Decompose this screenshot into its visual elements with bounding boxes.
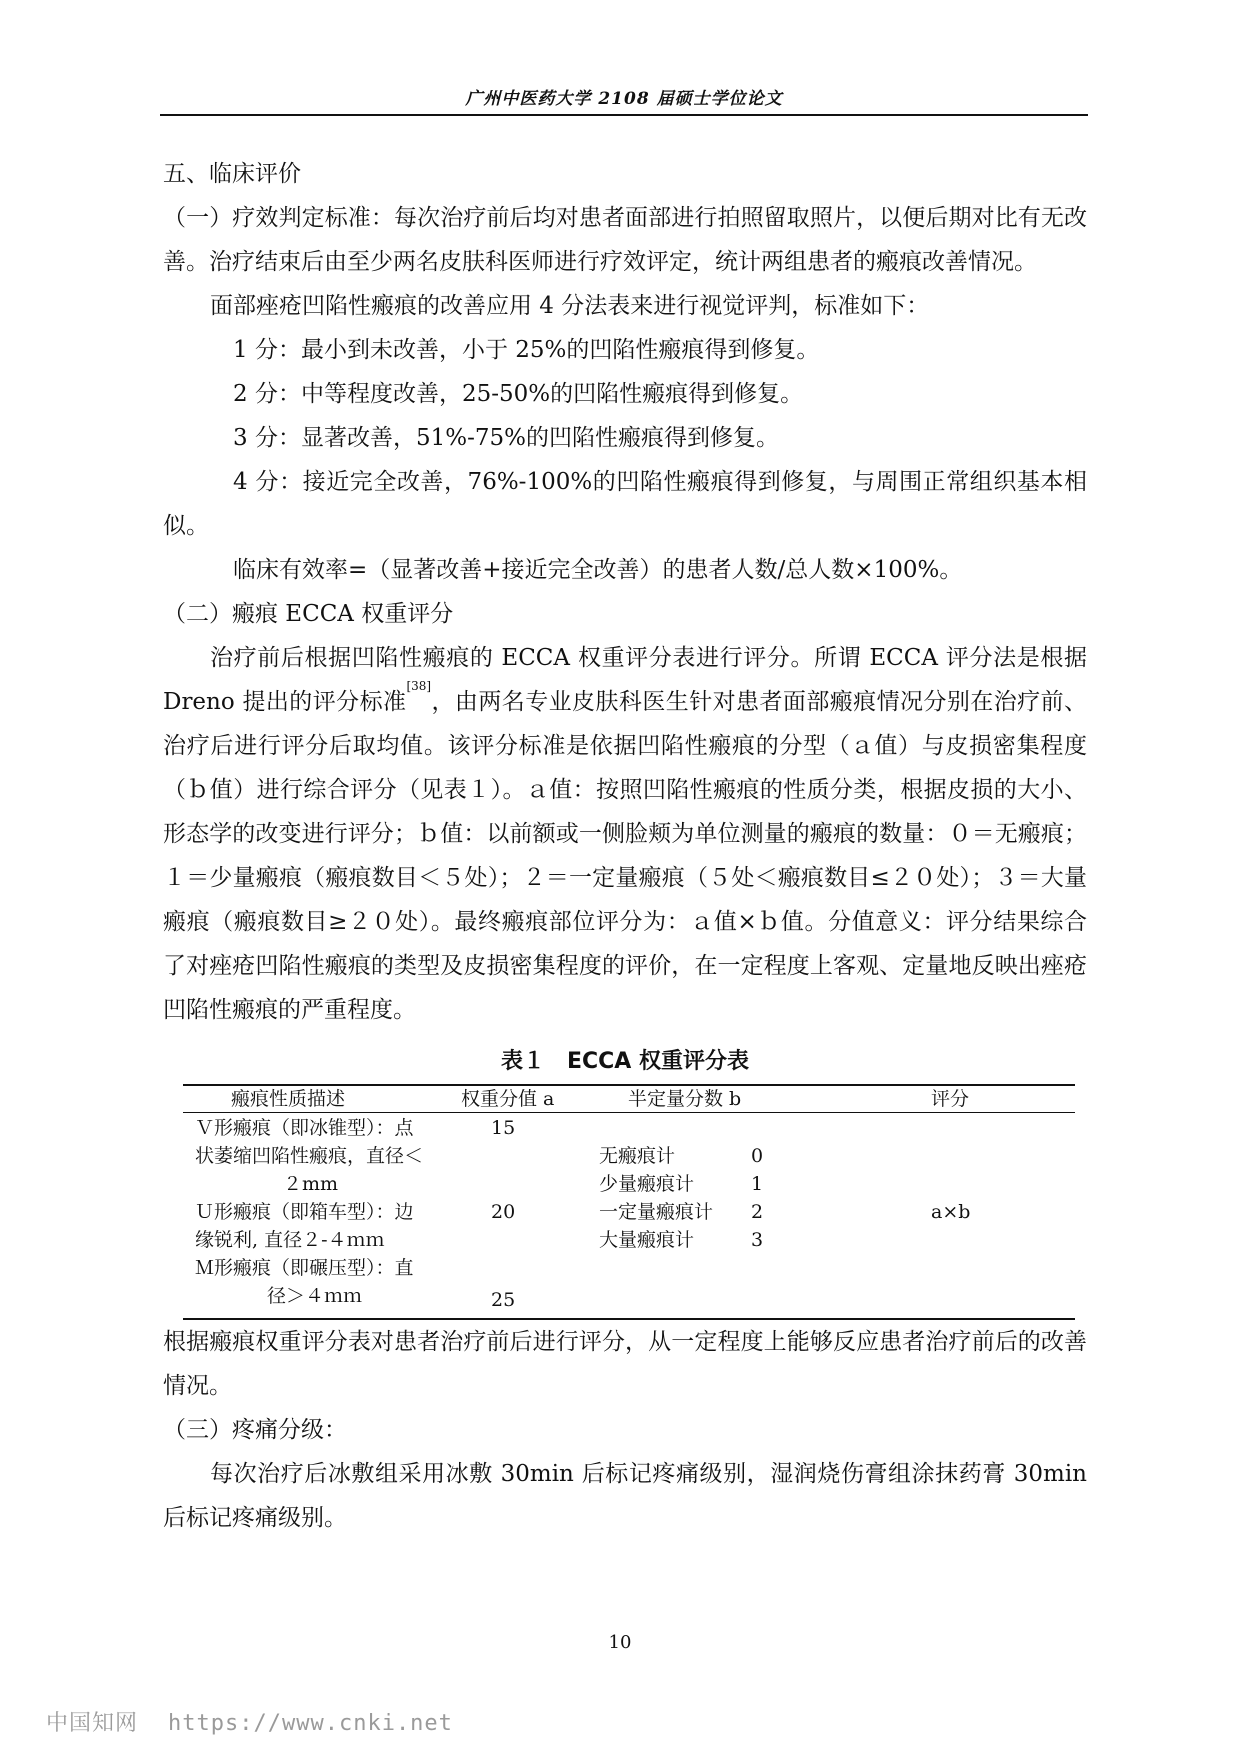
table-header-row: [183, 1086, 1075, 1113]
paragraph-ecca: [163, 636, 1087, 1032]
subheading-1: （一）疗效判定标准：: [163, 205, 395, 231]
paragraph-efficacy-criteria: [163, 196, 1087, 284]
table-header-score: 评分: [931, 1088, 970, 1110]
scale-item-1: 1 分：最小到未改善，小于 25%的凹陷性瘢痕得到修复。: [233, 337, 820, 363]
scale-item-2: 2 分：中等程度改善，25-50%的凹陷性瘢痕得到修复。: [233, 381, 804, 407]
table-b-label: 一定量瘢痕计: [599, 1201, 714, 1223]
table-weight: 15: [491, 1117, 516, 1139]
table-b-value: 2: [751, 1201, 764, 1223]
ecca-table: [183, 1084, 1075, 1320]
scale-item-3: 3 分：显著改善，51%-75%的凹陷性瘢痕得到修复。: [233, 425, 779, 451]
page-number: 10: [608, 1632, 632, 1653]
table-desc-line: Ｍ形瘢痕（即碾压型）：直: [195, 1257, 414, 1279]
table-header-weight: 权重分值 a: [461, 1088, 555, 1110]
subheading-2: （二）瘢痕 ECCA 权重评分: [163, 601, 454, 627]
section-heading: 五、临床评价: [163, 161, 301, 187]
table-desc-line: ２mm: [283, 1173, 339, 1195]
subheading-3: （三）疼痛分级：: [163, 1417, 347, 1443]
scale-intro: 面部痤疮凹陷性瘢痕的改善应用 4 分法表来进行视觉评判，标准如下：: [210, 293, 930, 319]
table-b-label: 无瘢痕计: [599, 1145, 676, 1167]
table-desc-line: Ｕ形瘢痕（即箱车型）：边: [195, 1201, 414, 1223]
watermark: [46, 1706, 453, 1737]
table-desc-line: 径＞４ｍｍ: [267, 1285, 363, 1307]
table-b-label: 少量瘢痕计: [599, 1173, 695, 1195]
table-desc-line: 状萎缩凹陷性瘢痕，直径＜: [195, 1145, 424, 1167]
scale-item-4: 4 分：接近完全改善，76%-100%的凹陷性瘢痕得到修复，与周围正常组织基本相似。: [163, 469, 1087, 539]
table-header-desc: 瘢痕性质描述: [231, 1088, 346, 1110]
table-desc-line: 缘锐利, 直径２-４ｍｍ: [195, 1229, 385, 1251]
text-2a: 治疗前后根据凹陷性瘢痕的 ECCA 权重评分表进行评分。所谓 ECCA 评分法是根据 Dreno 提出的评分标准: [163, 645, 1087, 715]
page-body: [163, 152, 1087, 1540]
citation-ref[interactable]: [38]: [406, 679, 432, 693]
text-2b: ，由两名专业皮肤科医生针对患者面部瘢痕情况分别在治疗前、治疗后进行评分后取均值。该评分标准是依据凹陷性瘢痕的分型（ａ值）与皮损密集程度（ｂ值）进行综合评分（见表１）。ａ值：按照凹陷性瘢痕的性质分类，根据皮损的大小、形态学的改变进行评分；ｂ值：以前额或一侧脸颊为单位测量的瘢痕的数量：０＝无瘢痕；１＝少量瘢痕（瘢痕数目＜５处）；２＝一定量瘢痕（５处＜瘢痕数目≤２０处）；３＝大量瘢痕（瘢痕数目≥２０处）。最终瘢痕部位评分为：ａ值×ｂ值。分值意义：评分结果综合了对痤疮凹陷性瘢痕的类型及皮损密集程度的评价，在一定程度上客观、定量地反映出痤疮凹陷性瘢痕的严重程度。: [163, 689, 1087, 1023]
paragraph-pain: 每次治疗后冰敷组采用冰敷 30min 后标记疼痛级别，湿润烧伤膏组涂抹药膏 30min 后标记疼痛级别。: [163, 1461, 1087, 1531]
table-b-label: 大量瘢痕计: [599, 1229, 695, 1251]
table-b-value: 3: [751, 1229, 764, 1251]
table-desc-line: Ｖ形瘢痕（即冰锥型）：点: [195, 1117, 414, 1139]
table-header-b: 半定量分数 b: [628, 1088, 742, 1110]
table-b-value: 0: [751, 1145, 764, 1167]
watermark-url[interactable]: https://www.cnki.net: [168, 1711, 453, 1736]
table-b-value: 1: [751, 1173, 764, 1195]
header-rule: [160, 114, 1088, 116]
running-header: 广州中医药大学 2108 届硕士学位论文: [465, 89, 783, 109]
watermark-brand: 中国知网: [46, 1711, 139, 1736]
table-caption: 表１ ECCA 权重评分表: [500, 1049, 749, 1074]
table-weight: 20: [491, 1201, 516, 1223]
table-score: a×b: [931, 1201, 971, 1223]
paragraph-after-table: 根据瘢痕权重评分表对患者治疗前后进行评分，从一定程度上能够反应患者治疗前后的改善情况。: [163, 1329, 1087, 1399]
efficacy-formula: 临床有效率=（显著改善+接近完全改善）的患者人数/总人数×100%。: [233, 557, 963, 583]
table-weight: 25: [491, 1289, 516, 1311]
text-1: 每次治疗前后均对患者面部进行拍照留取照片，以便后期对比有无改善。治疗结束后由至少两名皮肤科医师进行疗效评定，统计两组患者的瘢痕改善情况。: [163, 205, 1088, 275]
